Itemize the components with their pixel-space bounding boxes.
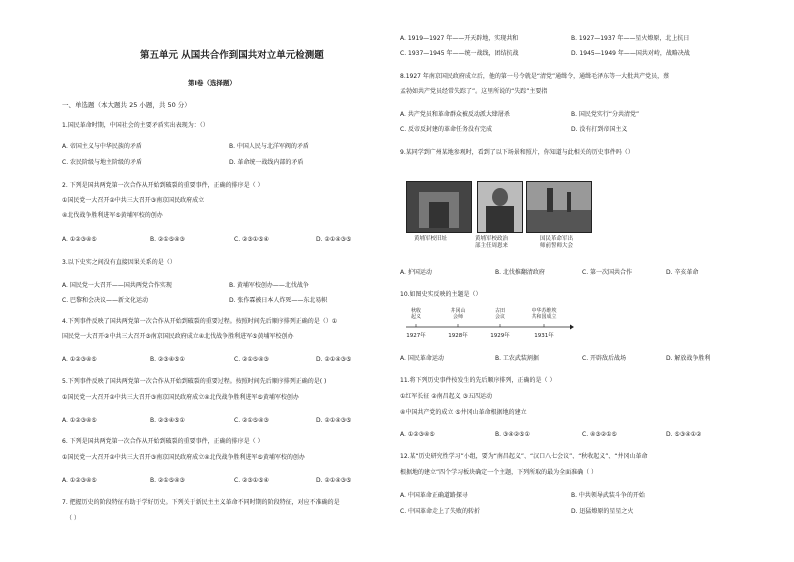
part-heading: 一、单选题（本大题共 25 小题，共 50 分） xyxy=(62,101,191,109)
option[interactable]: C. 巴黎和会决议——新文化运动 xyxy=(62,297,149,304)
option[interactable]: A. ①②③④⑤ xyxy=(62,417,97,424)
question-stem: 1.国民革命时期，中国社会的主要矛盾实出表现为：（） xyxy=(62,122,209,129)
question-stem: 8.1927 年南京国民政府成立后，他的第一号令就是“清党”通缉令，通缉毛泽东等一大批共产党员，蔡 xyxy=(400,73,670,80)
option[interactable]: D. 没有打到帝国主义 xyxy=(571,126,628,133)
option[interactable]: A. ①②③④⑤ xyxy=(62,356,97,363)
timeline-label: 古田会议 xyxy=(494,308,506,320)
option[interactable]: C. 反帝反封建的革命任务没有完成 xyxy=(400,126,493,133)
option[interactable]: C. 开辟敌后战场 xyxy=(582,355,627,362)
academy-photo xyxy=(406,181,472,233)
question-line: ①国民党一大召开②中共三大召开③南京国民政府成立 xyxy=(62,197,205,204)
timeline-label: 井冈山会师 xyxy=(450,308,466,320)
option[interactable]: C. ②③①⑤④ xyxy=(234,236,269,243)
question-stem: 12.某“历史研究性学习”小组，要为“南昌起义”、“汉口八七会议”、“秋收起义”、“井冈山革命 xyxy=(400,453,648,460)
timeline-year: 1928年 xyxy=(448,333,468,339)
option[interactable]: C. 中国革命走上了失败的转折 xyxy=(400,508,481,515)
option[interactable]: B. ②③④⑤① xyxy=(150,417,185,424)
option[interactable]: D. ②①④③⑤ xyxy=(316,356,352,363)
question-line: ④北伐战争胜利进军⑤黄埔军校的创办 xyxy=(62,212,163,219)
option[interactable]: A. ①②③④⑤ xyxy=(62,477,97,484)
photo-caption: 黄埔军校旧址 xyxy=(414,236,448,242)
option[interactable]: A. ①②③④⑤ xyxy=(62,236,97,243)
timeline-year: 1929年 xyxy=(490,333,510,339)
option[interactable]: D. 迅猛燎原的星星之火 xyxy=(571,508,634,515)
question-stem: 10.如图史实反映的主题是（） xyxy=(400,291,482,298)
question-stem: 11.将下列历史事件按发生的先后顺序排列，正确的是（ ） xyxy=(400,377,556,384)
option[interactable]: A. ①②③④⑤ xyxy=(400,431,435,438)
option[interactable]: B. 工农武装割据 xyxy=(495,355,539,362)
question-line: 国民党一大召开②中共三大召开③南京国民政府成立④北伐战争胜利进军⑤黄埔军校创办 xyxy=(62,333,294,340)
rally-photo xyxy=(526,181,592,233)
question-line: ①国民党一大召开②中共三大召开③南京国民政府成立④北伐战争胜利进军⑤黄埔军校创办 xyxy=(62,394,299,401)
option[interactable]: A. 国民党一大召开——国共两党合作实现 xyxy=(62,282,172,289)
section-heading: 第Ⅰ卷（选择题） xyxy=(188,79,236,87)
question-line: ①国民党一大召开②中共三大召开③南京国民政府成立④北伐战争胜利进军⑤黄埔军校的创办 xyxy=(62,454,305,461)
option[interactable]: B. ③④②⑤① xyxy=(495,431,530,438)
timeline-diagram xyxy=(404,306,574,342)
question-stem: 2. 下列是国共两党第一次合作从开始到破裂的重要事件，正确的排序是（ ） xyxy=(62,182,264,189)
page-title: 第五单元 从国共合作到国共对立单元检测题 xyxy=(140,50,324,61)
question-line: （ ） xyxy=(66,515,80,522)
option[interactable]: D. ⑤③④①② xyxy=(666,431,702,438)
option[interactable]: B. ②③④⑤① xyxy=(150,356,185,363)
question-stem: 4.下列事件反映了国共两党第一次合作从开始到破裂的重要过程。按照时间先后顺序排列正确的是（）① xyxy=(62,318,338,325)
option[interactable]: B. 中共领导武装斗争的开始 xyxy=(571,492,645,499)
timeline-label: 秋收起义 xyxy=(410,308,422,320)
question-stem: 3.以下史实之间没有直接因果关系的是（） xyxy=(62,259,176,266)
option[interactable]: C. ②③①⑤④ xyxy=(234,477,269,484)
option[interactable]: A. 中国革命正确道路探寻 xyxy=(400,492,468,499)
option[interactable]: B. 1927—1937 年——星火燎原，北上抗日 xyxy=(571,35,690,42)
option[interactable]: D. 辛亥革命 xyxy=(666,269,699,276)
question-line: ④中国共产党的成立 ⑤井冈山革命根据地的建立 xyxy=(400,409,527,416)
option[interactable]: D. 1945—1949 年——国共对峙，战略决战 xyxy=(571,50,690,57)
option[interactable]: A. 共产党员和革命群众被反动派大肆屠杀 xyxy=(400,111,510,118)
timeline-year: 1931年 xyxy=(534,333,554,339)
option[interactable]: B. 中国人民与北洋军阀的矛盾 xyxy=(229,143,309,150)
question-line: 孟勃如共产党员经常失踪了”。这里所说的“失踪”主要指 xyxy=(400,88,548,95)
option[interactable]: D. ②①④③⑤ xyxy=(316,417,352,424)
option[interactable]: C. 第一次国共合作 xyxy=(582,269,633,276)
option[interactable]: C. ④③②①⑤ xyxy=(582,431,617,438)
option[interactable]: C. ②①⑤④③ xyxy=(234,356,269,363)
option[interactable]: C. 1937—1945 年——统一战线，团结抗战 xyxy=(400,50,519,57)
question-line: 根据地的建立”四个学习板块确定一个主题，下列所取的最为全面准确（ ） xyxy=(400,469,598,476)
option[interactable]: D. 张作霖被日本人炸死——东北易帜 xyxy=(229,297,328,304)
option[interactable]: D. ②①④③⑤ xyxy=(316,477,352,484)
option[interactable]: D. 解放战争胜利 xyxy=(666,355,711,362)
option[interactable]: B. 黄埔军校创办——北伐战争 xyxy=(229,282,309,289)
question-stem: 7. 把握历史的阶段特征有助于学好历史。下列关于新民主主义革命不同时期的阶段特征，对应不准确的是 xyxy=(62,499,340,506)
option[interactable]: B. ②①⑤④③ xyxy=(150,477,185,484)
option[interactable]: B. 北伐推翻清政府 xyxy=(495,269,545,276)
timeline-arrow xyxy=(570,325,574,330)
option[interactable]: A. 国民革命运动 xyxy=(400,355,444,362)
option[interactable]: D. ②①④③⑤ xyxy=(316,236,352,243)
question-stem: 6. 下列是国共两党第一次合作从开始到破裂的重要事件，正确的排序是（ ） xyxy=(62,438,264,445)
option[interactable]: B. 国民党实行“分共清党” xyxy=(571,111,640,118)
question-stem: 5.下列事件反映了国共两党第一次合作从开始到破裂的重要过程。按照时间先后顺序排列正确的是( ) xyxy=(62,378,327,385)
portrait-photo xyxy=(477,181,523,233)
option[interactable]: C. 农民阶级与地主阶级的矛盾 xyxy=(62,159,143,166)
option[interactable]: A. 1919—1927 年——开天辟地，实现共和 xyxy=(400,35,519,42)
option[interactable]: A. 帝国主义与中华民族的矛盾 xyxy=(62,143,142,150)
option[interactable]: B. ②①⑤④③ xyxy=(150,236,185,243)
photo-caption: 黄埔军校政治 部主任周恩来 xyxy=(475,236,509,249)
timeline-year: 1927年 xyxy=(406,333,426,339)
timeline-label: 中华苏维埃共和国成立 xyxy=(531,308,557,320)
question-stem: 9.某同学到广州某地参观时，看到了以下场景和照片，你知道与此相关的历史事件吗（） xyxy=(400,149,634,156)
option[interactable]: D. 革命统一战线内部的矛盾 xyxy=(229,159,304,166)
option[interactable]: C. ②①⑤④③ xyxy=(234,417,269,424)
photo-caption: 国民革命军出 师前誓师大会 xyxy=(540,236,574,249)
question-line: ①红军长征 ②南昌起义 ③五四运动 xyxy=(400,393,492,400)
option[interactable]: A. 护国运动 xyxy=(400,269,432,276)
